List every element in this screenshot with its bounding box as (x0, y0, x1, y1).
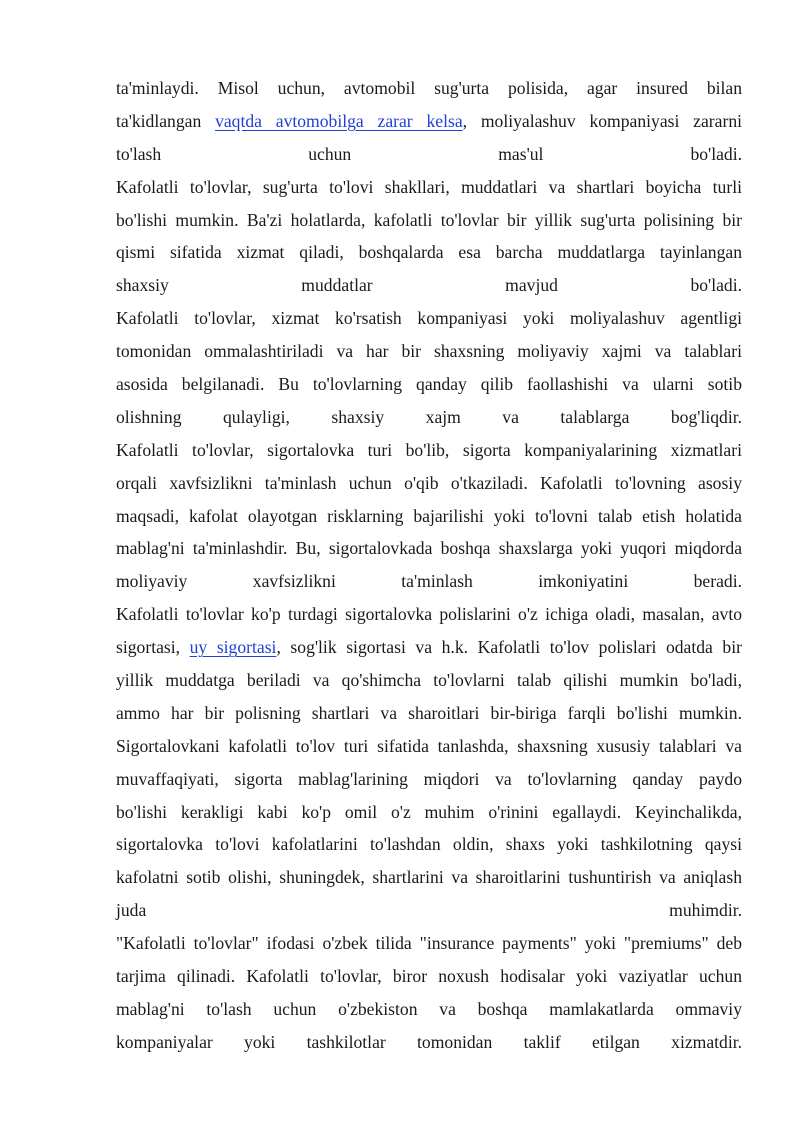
text-line: juda muhimdir. (116, 900, 742, 921)
text-segment: sigortasi, (116, 637, 190, 658)
text-line: muvaffaqiyati, sigorta mablag'larining miqdori va to'lovlarning qanday paydo (116, 768, 742, 789)
text-line: asosida belgilanadi. Bu to'lovlarning qanday qilib faollashishi va ularni sotib (116, 374, 742, 395)
text-line: moliyaviy xavfsizlikni ta'minlash imkoniyatini beradi. (116, 571, 742, 592)
text-line: sigortalovka to'lovi kafolatlarini to'lashdan oldin, shaxs yoki tashkilotning qaysi (116, 834, 742, 855)
text-line: mablag'ni to'lash uchun o'zbekiston va boshqa mamlakatlarda ommaviy (116, 998, 742, 1019)
text-line: mablag'ni ta'minlashdir. Bu, sigortalovkada boshqa shaxslarga yoki yuqori miqdorda (116, 538, 742, 559)
text-line: kompaniyalar yoki tashkilotlar tomonidan taklif etilgan xizmatdir. (116, 1031, 742, 1052)
text-line: kafolatni sotib olishi, shuningdek, shartlarini va sharoitlarini tushuntirish va aniqlash (116, 867, 742, 888)
inline-link[interactable]: uy sigortasi (189, 637, 277, 658)
text-line: maqsadi, kafolat olayotgan risklarning bajarilishi yoki to'lovni talab etish holatida (116, 505, 742, 526)
text-line (116, 105, 742, 138)
text-line: bo'lishi kerakligi kabi ko'p omil o'z muhim o'rinini egallaydi. Keyinchalikda, (116, 801, 742, 822)
text-line: "Kafolatli to'lovlar" ifodasi o'zbek tilida "insurance payments" yoki "premiums" deb (116, 933, 742, 954)
text-line: ammo har bir polisning shartlari va sharoitlari bir-biriga farqli bo'lishi mumkin. (116, 702, 742, 723)
text-line: ta'minlaydi. Misol uchun, avtomobil sug'urta polisida, agar insured bilan (116, 78, 742, 98)
text-line: qismi sifatida xizmat qiladi, boshqalarda esa barcha muddatlarga tayinlangan (116, 242, 742, 263)
text-segment: , moliyalashuv kompaniyasi zararni (462, 110, 742, 131)
document-page (116, 72, 742, 1059)
text-line: olishning qulayligi, shaxsiy xajm va talablarga bog'liqdir. (116, 406, 742, 427)
text-line (116, 631, 742, 664)
text-line: Kafolatli to'lovlar, xizmat ko'rsatish kompaniyasi yoki moliyalashuv agentligi (116, 308, 742, 329)
inline-link[interactable]: vaqtda avtomobilga zarar kelsa (215, 110, 463, 131)
text-line: Kafolatli to'lovlar ko'p turdagi sigortalovka polislarini o'z ichiga oladi, masalan, avto (116, 604, 742, 625)
text-line: bo'lishi mumkin. Ba'zi holatlarda, kafolatli to'lovlar bir yillik sug'urta polisining bir (116, 209, 742, 230)
text-line: orqali xavfsizlikni ta'minlash uchun o'qib o'tkaziladi. Kafolatli to'lovning asosiy (116, 472, 742, 493)
text-line: Kafolatli to'lovlar, sigortalovka turi bo'lib, sigorta kompaniyalarining xizmatlari (116, 439, 742, 460)
text-line: tomonidan ommalashtiriladi va har bir shaxsning moliyaviy xajmi va talablari (116, 341, 742, 362)
text-line: yillik muddatga beriladi va qo'shimcha to'lovlarni talab qilishi mumkin bo'ladi, (116, 670, 742, 691)
text-line: Kafolatli to'lovlar, sug'urta to'lovi shakllari, muddatlari va shartlari boyicha turli (116, 176, 742, 197)
text-line: to'lash uchun mas'ul bo'ladi. (116, 143, 742, 164)
text-line: tarjima qilinadi. Kafolatli to'lovlar, biror noxush hodisalar yoki vaziyatlar uchun (116, 966, 742, 987)
text-line: Sigortalovkani kafolatli to'lov turi sifatida tanlashda, shaxsning xususiy talablari va (116, 735, 742, 756)
text-line: shaxsiy muddatlar mavjud bo'ladi. (116, 275, 742, 296)
text-segment: , sog'lik sigortasi va h.k. Kafolatli to'lov polislari odatda bir (276, 637, 742, 658)
text-segment: ta'kidlangan (116, 110, 216, 131)
